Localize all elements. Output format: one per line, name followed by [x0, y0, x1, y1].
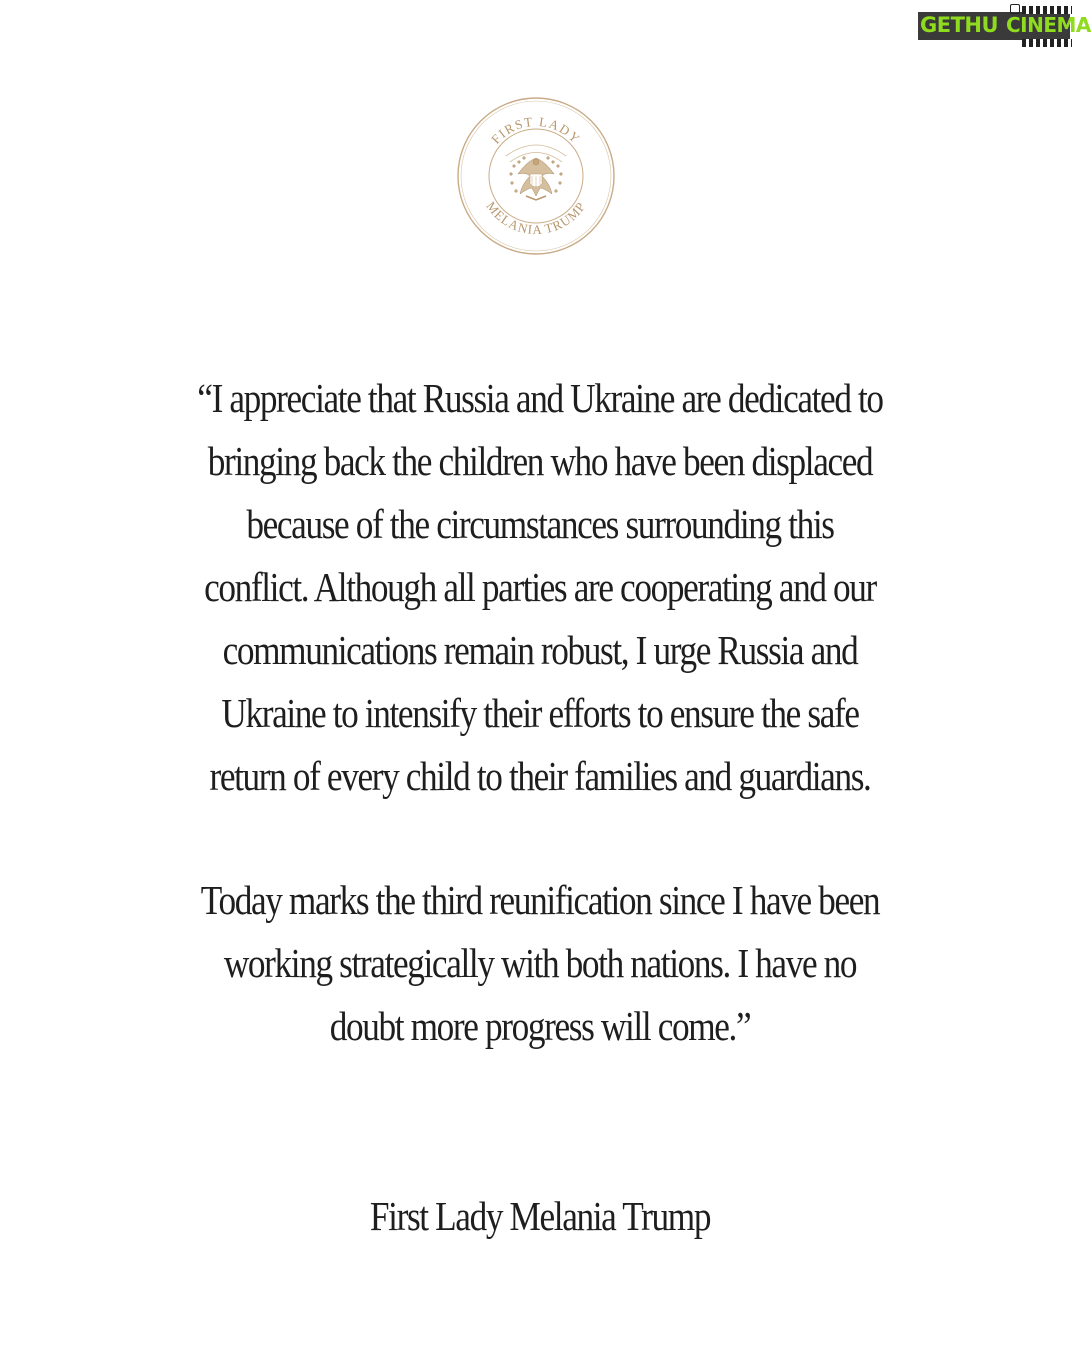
quote-paragraph-2 [153, 869, 927, 1058]
quote-paragraph-1 [153, 367, 927, 808]
quote-line: because of the circumstances surrounding this [246, 501, 834, 547]
quote-line: return of every child to their families and guardians. [209, 753, 871, 799]
quote-line: working strategically with both nations. I have no [223, 940, 857, 986]
quote-line: bringing back the children who have been displaced [207, 438, 873, 484]
quote-line: conflict. Although all parties are cooperating and our [204, 564, 876, 610]
seal-bottom-text: MELANIA TRUMP [483, 198, 589, 238]
quote-line: doubt more progress will come.” [329, 1003, 751, 1049]
watermark-logo [918, 4, 1091, 44]
quote-line: Today marks the third reunification since I have been [200, 877, 880, 923]
watermark-text-part2: CINEMA [1006, 13, 1091, 37]
watermark-text-part1: GETHU [920, 13, 999, 37]
eagle-icon [506, 145, 566, 200]
signature: First Lady Melania Trump [369, 1193, 711, 1239]
svg-text:FIRST LADY [488, 114, 584, 147]
quote-line: communications remain robust, I urge Russia and [222, 627, 858, 673]
seal-top-text: FIRST LADY [488, 113, 584, 147]
quote-line: “I appreciate that Russia and Ukraine are dedicated to [197, 375, 883, 421]
quote-line: Ukraine to intensify their efforts to ensure the safe [221, 690, 859, 736]
svg-text:MELANIA TRUMP [483, 199, 588, 238]
first-lady-seal [456, 96, 616, 256]
